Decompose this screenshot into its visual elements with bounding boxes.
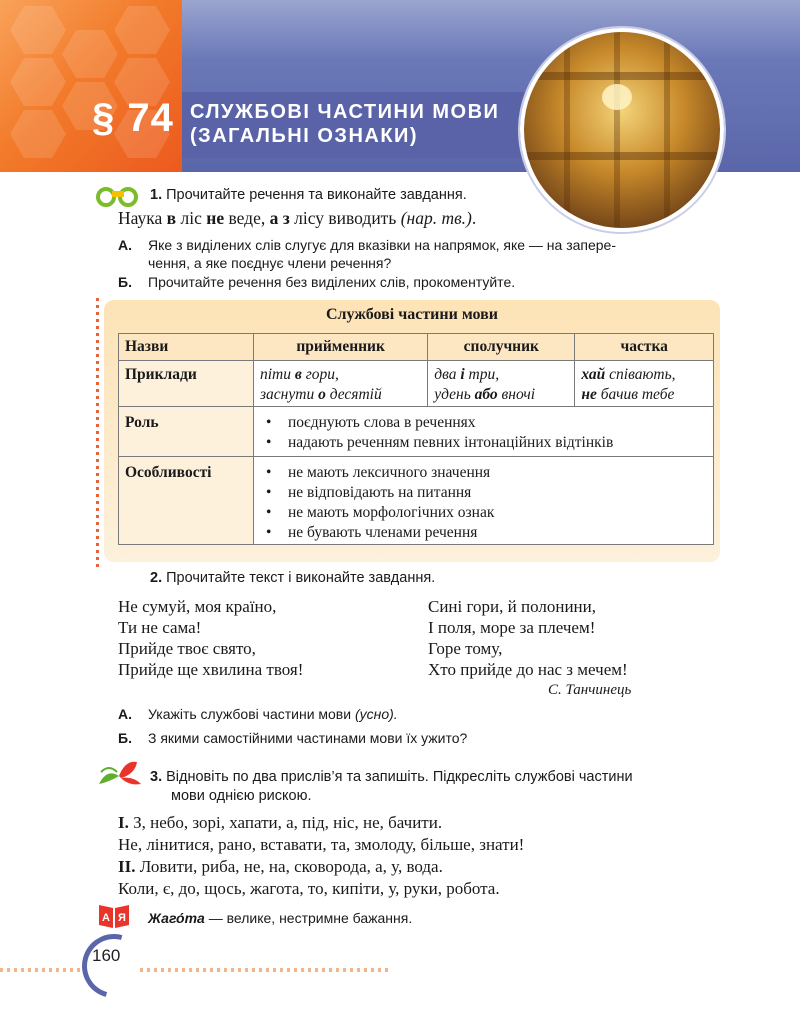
page-number: 160 bbox=[92, 946, 121, 965]
task2-item-a: А. bbox=[118, 706, 132, 722]
section-number: § 74 bbox=[92, 96, 174, 140]
conjunction-examples: два і три, удень або вночі bbox=[428, 361, 575, 407]
particle-examples: хай співають, не бачив тебе bbox=[575, 361, 714, 407]
task1-number: 1. bbox=[150, 187, 163, 203]
task2-instruction: 2. Прочитайте текст і виконайте завдання. bbox=[150, 570, 436, 586]
table-row-role: Роль • поєднують слова в реченнях • надають реченням певних інтонаційних відтінків bbox=[119, 407, 714, 457]
source-note: (нар. тв.) bbox=[400, 208, 472, 228]
glossary-letter-ya: Я bbox=[118, 912, 126, 924]
footer-dots bbox=[140, 968, 390, 972]
table-header-row: Назви прийменник сполучник частка bbox=[119, 334, 714, 361]
preposition-examples: піти в гори, заснути о десятій bbox=[254, 361, 428, 407]
page-title: СЛУЖБОВІ ЧАСТИНИ МОВИ (ЗАГАЛЬНІ ОЗНАКИ) bbox=[190, 101, 500, 147]
task3-number: 3. bbox=[150, 769, 163, 785]
list-item: • поєднують слова в реченнях bbox=[288, 413, 707, 433]
table-row-features: Особливості • не мають лексичного значення • не відповідають на питання • не мають морфологічних ознак • не бувають членами речення bbox=[119, 457, 714, 545]
page-number-arc bbox=[70, 922, 157, 1009]
list-item: • не мають морфологічних ознак bbox=[288, 503, 707, 523]
butterfly-icon bbox=[97, 758, 145, 788]
task1-instruction: 1. Прочитайте речення та виконайте завдання. bbox=[150, 187, 467, 203]
proverb-group-1: I. З, небо, зорі, хапати, а, під, ніс, не, бачити. Не, лінитися, рано, вставати, та, змолоду, більше, знати! bbox=[118, 813, 525, 854]
poem-right-column: Сині гори, й полонини, І поля, море за плечем! Горе тому, Хто прийде до нас з мечем! bbox=[428, 597, 628, 679]
binoculars-icon bbox=[95, 185, 141, 207]
footer-dots-left bbox=[0, 968, 80, 972]
table-row-examples: Приклади піти в гори, заснути о десятій два і три, удень або вночі хай співають, не бачив тебе bbox=[119, 361, 714, 407]
proverb-group-2: II. Ловити, риба, не, на, сковорода, а, у, вода. Коли, є, до, щось, жагота, то, кипіти, у, руки, робота. bbox=[118, 857, 500, 898]
list-item: • не бувають членами речення bbox=[288, 523, 707, 543]
function-words-table bbox=[118, 333, 714, 545]
decorative-dotted-line bbox=[96, 298, 99, 568]
task3-instruction: 3. Відновіть по два прислів’я та запишіть. Підкресліть службові частини мови однією рискою. bbox=[150, 769, 633, 804]
task1-sentence: Наука в ліс не веде, а з лісу виводить (нар. тв.). bbox=[118, 208, 477, 228]
table-title: Службові частини мови bbox=[326, 306, 498, 323]
header-orange-panel bbox=[0, 0, 182, 172]
task1-item-b: Б. bbox=[118, 274, 132, 290]
task2-number: 2. bbox=[150, 570, 163, 586]
dictionary-ay-icon bbox=[97, 902, 131, 930]
poem-left-column: Не сумуй, моя країно, Ти не сама! Прийде твоє свято, Прийде ще хвилина твоя! bbox=[118, 597, 304, 679]
glossary-entry: Жаго́та — велике, нестримне бажання. bbox=[148, 910, 413, 926]
task2-item-b: Б. bbox=[118, 730, 132, 746]
list-item: • не мають лексичного значення bbox=[288, 463, 707, 483]
poem-author: С. Танчинець bbox=[548, 682, 632, 698]
glossary-letter-a: А bbox=[102, 912, 110, 924]
list-item: • надають реченням певних інтонаційних відтінків bbox=[288, 433, 707, 453]
task1-item-a: А. bbox=[118, 237, 132, 253]
library-hall-photo bbox=[520, 28, 724, 232]
list-item: • не відповідають на питання bbox=[288, 483, 707, 503]
